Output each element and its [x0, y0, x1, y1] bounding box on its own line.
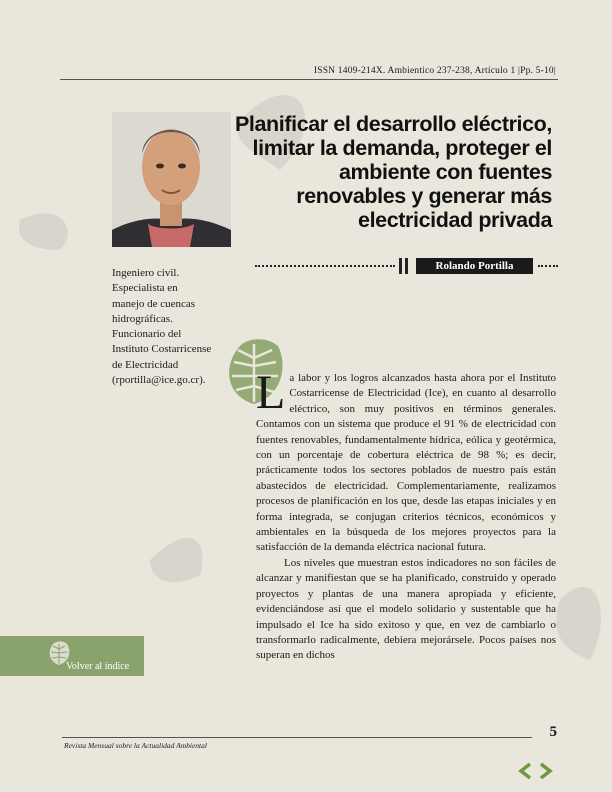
header-rule	[60, 79, 558, 80]
author-byline	[255, 257, 558, 275]
next-page-icon[interactable]	[538, 762, 554, 780]
previous-page-icon[interactable]	[517, 762, 533, 780]
bio-line: (rportilla@ice.go.cr).	[112, 374, 206, 387]
bio-line: Funcionario del	[112, 328, 182, 341]
footer-rule	[62, 737, 532, 738]
author-photo	[112, 112, 231, 247]
paragraph-1-text: a labor y los logros alcanzados hasta ahora por el Instituto Costarricense de Electricidad (Ice), en cuanto al desarrollo eléctrico, son muy positivos en términos generales. Contamos con un sistema que produce el 91 % de electricidad con fuentes renovables, fundamentalmente hídrica, eólica y geotérmica, con un porcentaje de cobertura eléctrica de 98 %; es decir, prácticamente todos los sectores poblados de nuestro país están abastecidos de electricidad. Complementariamente, realizamos procesos de planificación en los que, desde las etapas iniciales y en forma integrada, se conjugan criterios técnicos, económicos y ambientales en la búsqueda de los mejores proyectos para la satisfacción de la demanda eléctrica nacional futura.	[256, 372, 556, 554]
bio-line: Ingeniero civil.	[112, 267, 180, 279]
article-title: Planificar el desarrollo eléctrico, limitar la demanda, proteger el ambiente con fuentes renovables y generar más electricidad privada	[234, 112, 552, 232]
bio-line: Instituto Costarricense	[112, 343, 212, 356]
page-number: 5	[549, 724, 557, 740]
bio-line: de Electricidad	[112, 358, 179, 371]
journal-name: Revista Mensual sobre la Actualidad Ambiental	[64, 741, 207, 750]
drop-cap: L	[256, 366, 286, 419]
bio-line: manejo de cuencas	[112, 297, 196, 310]
author-name: Rolando Portilla	[416, 258, 533, 274]
paragraph	[256, 366, 556, 556]
dotted-divider-right	[538, 265, 558, 267]
back-to-index-label: Volver al índice	[66, 661, 130, 672]
back-to-index-button[interactable]	[0, 636, 144, 676]
bio-line: Especialista en	[112, 282, 178, 295]
dotted-divider-left	[255, 265, 395, 267]
divider-bars	[399, 258, 411, 274]
paragraph: Los niveles que muestran estos indicadores no son fáciles de alcanzar y manifiestan que se ha planificado, construido y operado proyectos y plantas de una manera apropiada y eficiente, evidenciándose así que el modelo solidario y sustentable que ha impulsado el Ice ha sido exitoso y que, en vez de cambiarlo o transformarlo radicalmente, debiera mejorársele. Pocos países nos superan en dichos	[256, 556, 556, 662]
bio-line: hidrográficas.	[112, 312, 173, 325]
article-body	[256, 366, 556, 664]
issn-header: ISSN 1409-214X. Ambientico 237-238, Artículo 1 |Pp. 5-10|	[313, 66, 556, 76]
